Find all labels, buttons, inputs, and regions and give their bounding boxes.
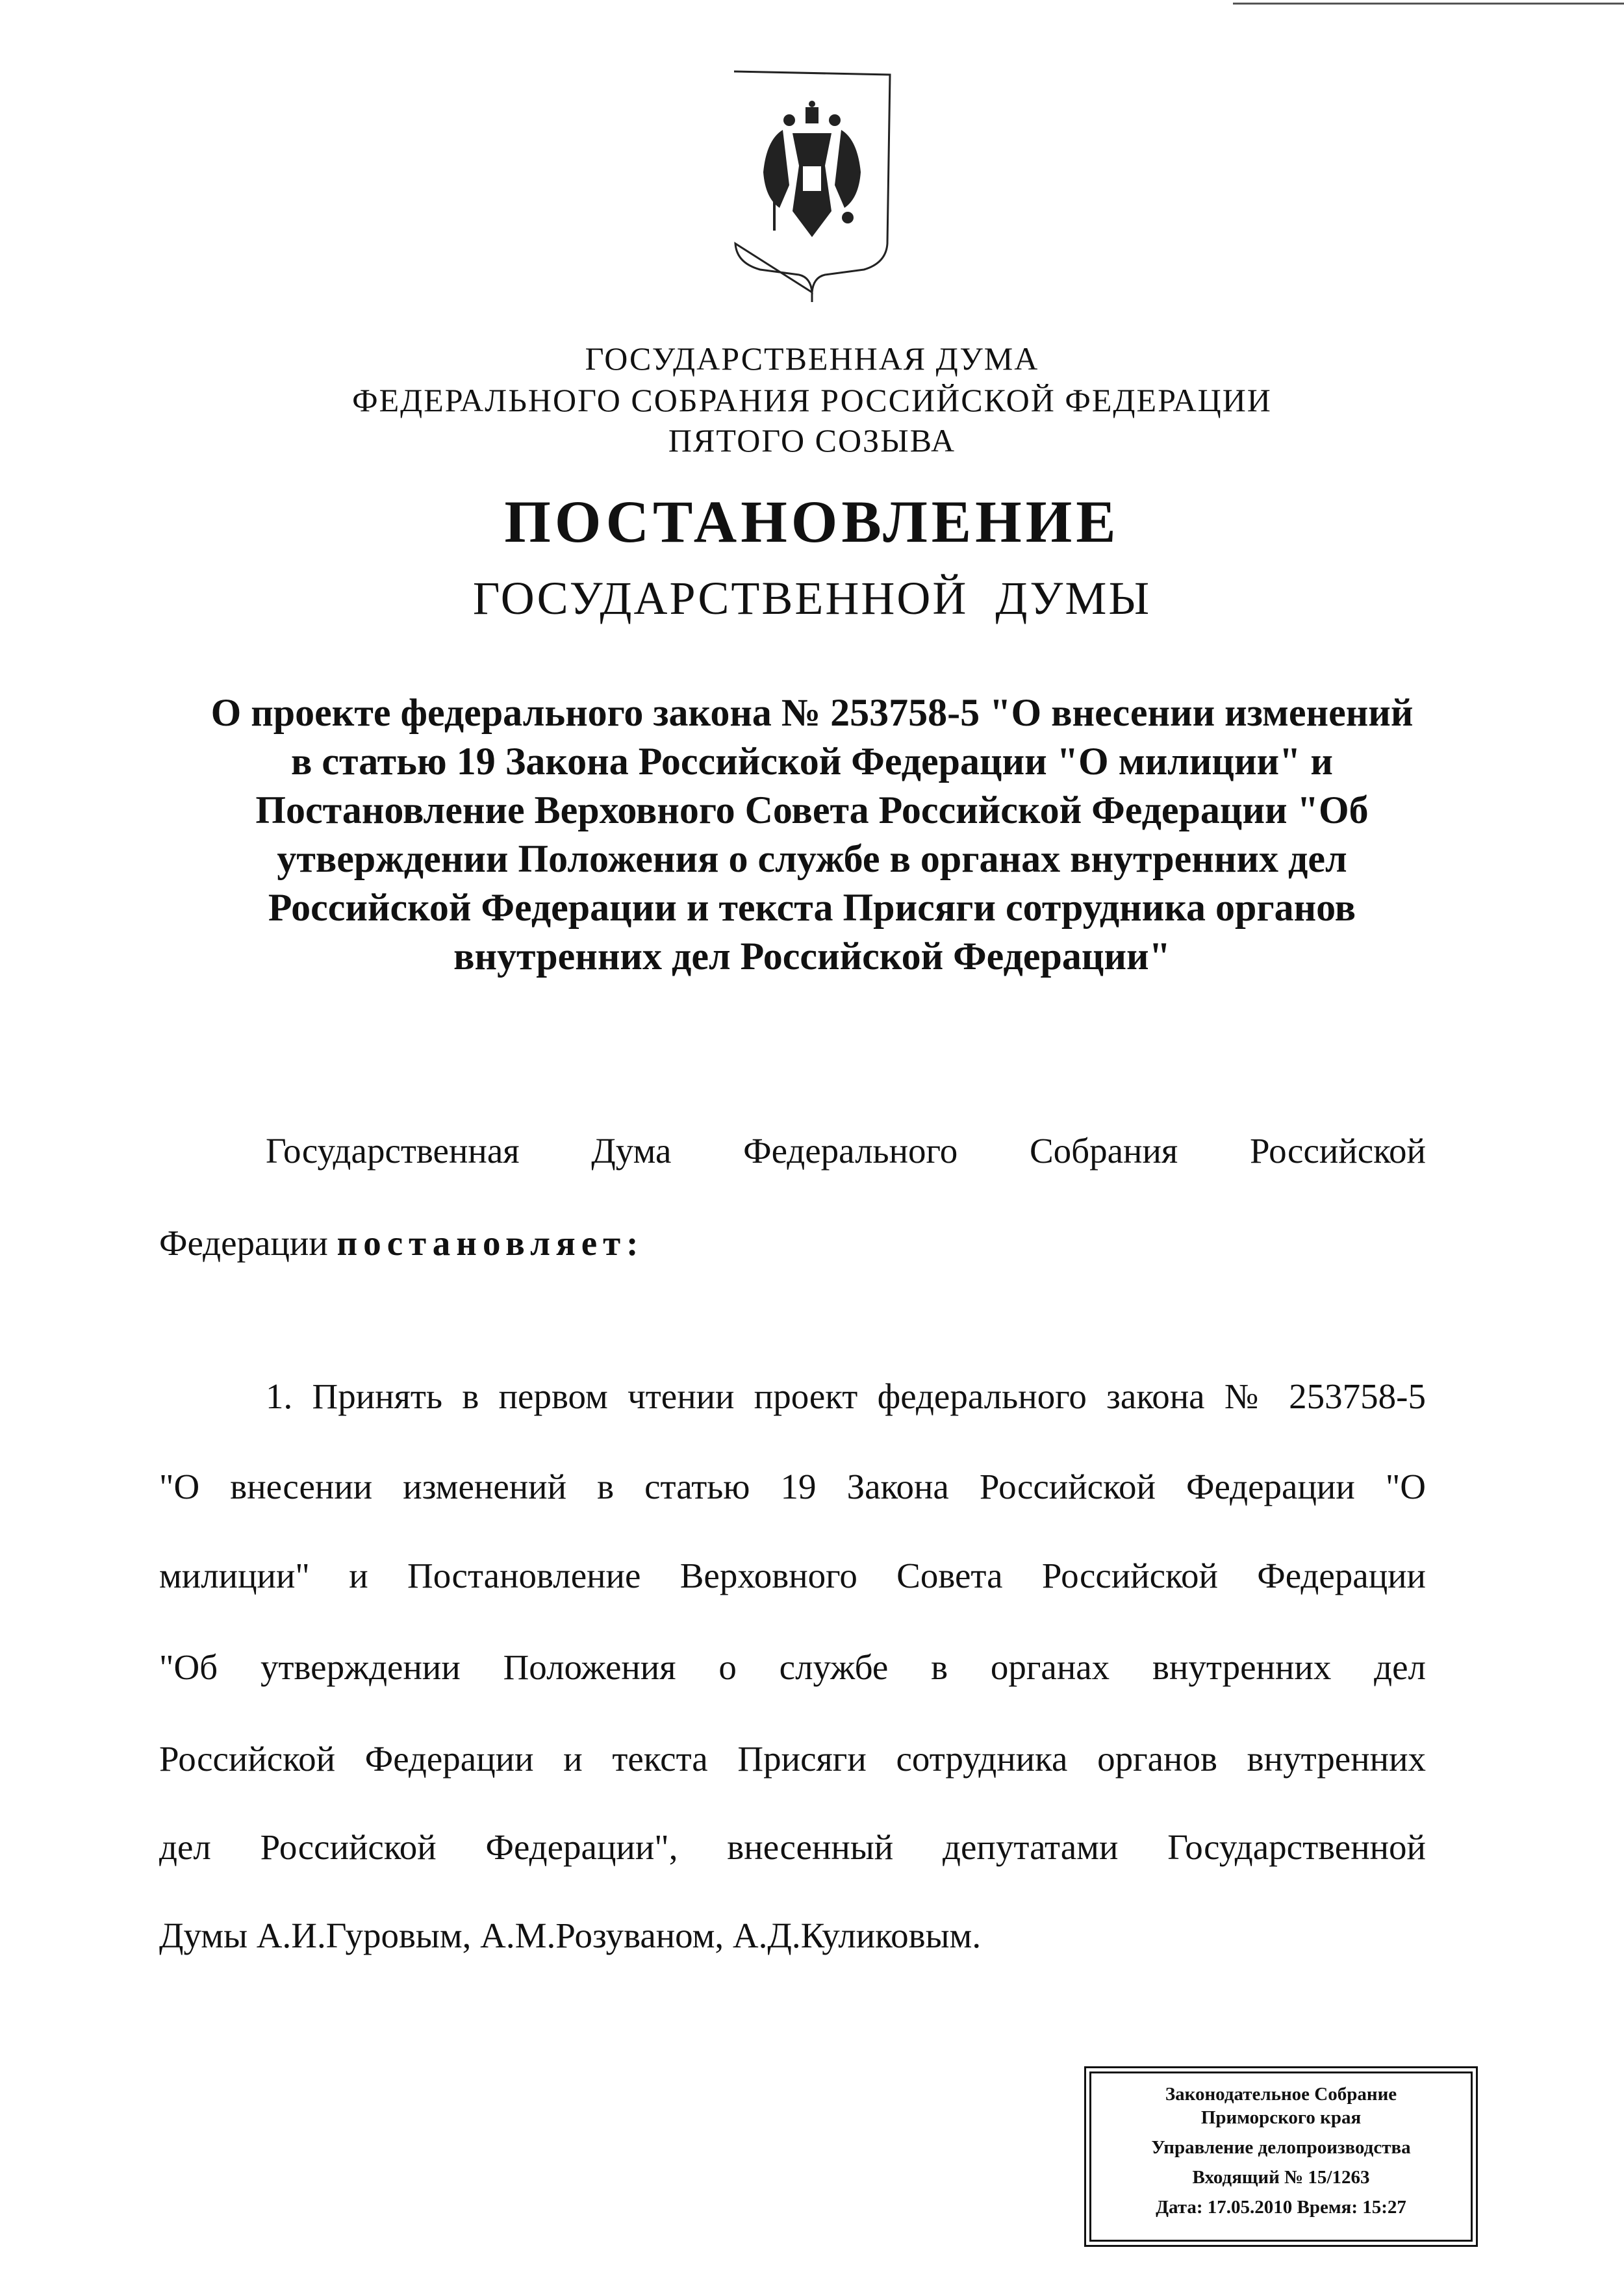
subject-line: в статью 19 Закона Российской Федерации "О милиции" и (291, 740, 1333, 783)
header-line-3: ПЯТОГО СОЗЫВА (668, 422, 956, 459)
item1-line: "Об утверждении Положения о службе в органах внутренних дел (159, 1647, 1426, 1687)
coat-of-arms-emblem (728, 68, 896, 302)
preamble-line-2 (159, 1222, 1426, 1263)
subject-line: внутренних дел Российской Федерации" (453, 935, 1171, 978)
preamble-resolves: постановляет: (336, 1223, 644, 1263)
subject-line: Российской Федерации и текста Присяги сотрудника органов (268, 886, 1356, 929)
scan-edge-line (1233, 3, 1624, 5)
item1-line: Думы А.И.Гуровым, А.М.Розуваном, А.Д.Куликовым. (159, 1916, 982, 1955)
document-subtitle: ГОСУДАРСТВЕННОЙ ДУМЫ (472, 572, 1152, 624)
document-title: ПОСТАНОВЛЕНИЕ (504, 488, 1120, 555)
subject-line: Постановление Верховного Совета Российской Федерации "Об (255, 789, 1369, 831)
stamp-datetime: Дата: 17.05.2010 Время: 15:27 (1156, 2197, 1406, 2218)
header-line-1: ГОСУДАРСТВЕННАЯ ДУМА (585, 340, 1039, 377)
subject-line: утверждении Положения о службе в органах внутренних дел (277, 837, 1347, 880)
stamp-org-line-1: Законодательное Собрание (1165, 2084, 1397, 2105)
item1-line: дел Российской Федерации", внесенный депутатами Государственной (159, 1827, 1426, 1867)
subject-heading (0, 689, 1624, 981)
incoming-registration-stamp (1089, 2071, 1473, 2242)
stamp-org-line-2: Приморского края (1200, 2107, 1362, 2128)
item1-line: 1. Принять в первом чтении проект федерального закона № 253758-5 (266, 1376, 1426, 1416)
item1-line: Российской Федерации и текста Присяги сотрудника органов внутренних (159, 1739, 1426, 1779)
preamble-text: Федерации (159, 1223, 337, 1263)
item1-line: милиции" и Постановление Верховного Совета Российской Федерации (159, 1556, 1426, 1595)
item1-line: "О внесении изменений в статью 19 Закона Российской Федерации "О (159, 1467, 1426, 1506)
preamble-line-1: Государственная Дума Федерального Собрания Российской (266, 1131, 1426, 1171)
stamp-department: Управление делопроизводства (1151, 2137, 1411, 2158)
header-line-2: ФЕДЕРАЛЬНОГО СОБРАНИЯ РОССИЙСКОЙ ФЕДЕРАЦИИ (352, 382, 1272, 418)
stamp-incoming-number: Входящий № 15/1263 (1192, 2167, 1370, 2188)
subject-line: О проекте федерального закона № 253758-5 "О внесении изменений (210, 691, 1414, 734)
